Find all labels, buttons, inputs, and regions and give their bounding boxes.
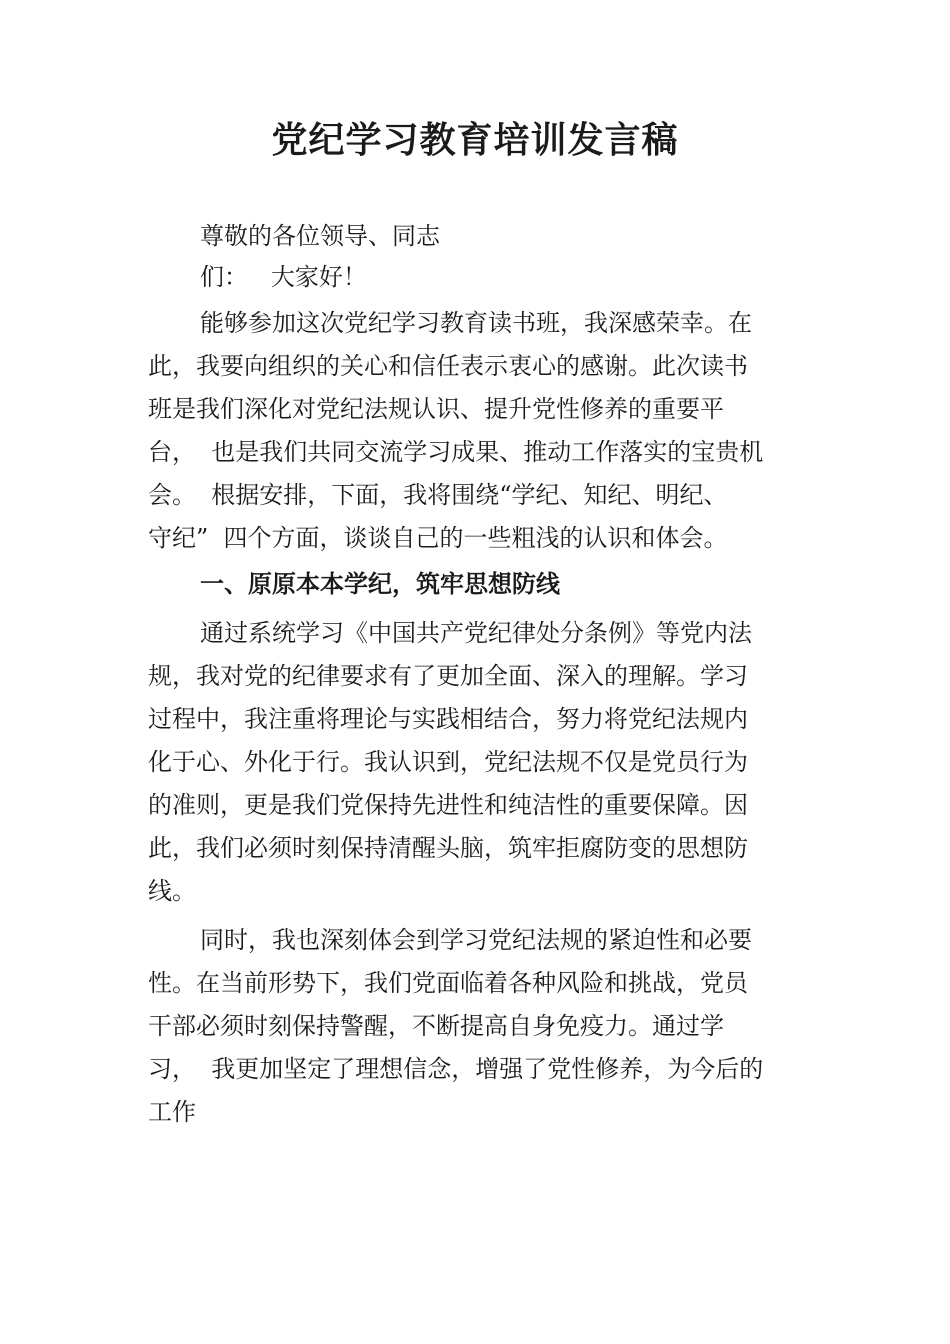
section-heading: 一、原原本本学纪，筑牢思想防线 [200, 569, 560, 598]
greeting-line: 尊敬的各位领导、同志 [200, 222, 440, 250]
greeting-line: 们： 大家好！ [200, 263, 367, 291]
paragraph-line: 台， 也是我们共同交流学习成果、推动工作落实的宝贵机 [148, 438, 764, 466]
paragraph-line: 干部必须时刻保持警醒，不断提高自身免疫力。通过学 [148, 1012, 724, 1040]
paragraph-line: 工作 [148, 1098, 196, 1126]
paragraph-line: 会。 根据安排，下面，我将围绕“学纪、知纪、明纪、 [148, 481, 728, 509]
paragraph-line: 守纪” 四个方面，谈谈自己的一些粗浅的认识和体会。 [148, 524, 728, 552]
document-title: 党纪学习教育培训发言稿 [271, 119, 679, 161]
paragraph-line: 性。在当前形势下，我们党面临着各种风险和挑战，党员 [148, 969, 748, 997]
paragraph-line: 此，我要向组织的关心和信任表示衷心的感谢。此次读书 [148, 352, 748, 380]
paragraph-line: 规，我对党的纪律要求有了更加全面、深入的理解。学习 [148, 662, 748, 690]
paragraph-line: 此，我们必须时刻保持清醒头脑，筑牢拒腐防变的思想防 [148, 834, 748, 862]
paragraph-line: 化于心、外化于行。我认识到，党纪法规不仅是党员行为 [148, 748, 748, 776]
paragraph-line: 的准则，更是我们党保持先进性和纯洁性的重要保障。因 [148, 791, 748, 819]
paragraph-line: 习， 我更加坚定了理想信念，增强了党性修养，为今后的 [148, 1055, 764, 1083]
paragraph-line: 能够参加这次党纪学习教育读书班，我深感荣幸。在 [200, 309, 752, 337]
paragraph-line: 通过系统学习《中国共产党纪律处分条例》等党内法 [200, 619, 752, 647]
paragraph-line: 过程中，我注重将理论与实践相结合，努力将党纪法规内 [148, 705, 748, 733]
paragraph-line: 同时，我也深刻体会到学习党纪法规的紧迫性和必要 [200, 926, 752, 954]
paragraph-line: 班是我们深化对党纪法规认识、提升党性修养的重要平 [148, 395, 724, 423]
paragraph-line: 线。 [148, 877, 196, 905]
